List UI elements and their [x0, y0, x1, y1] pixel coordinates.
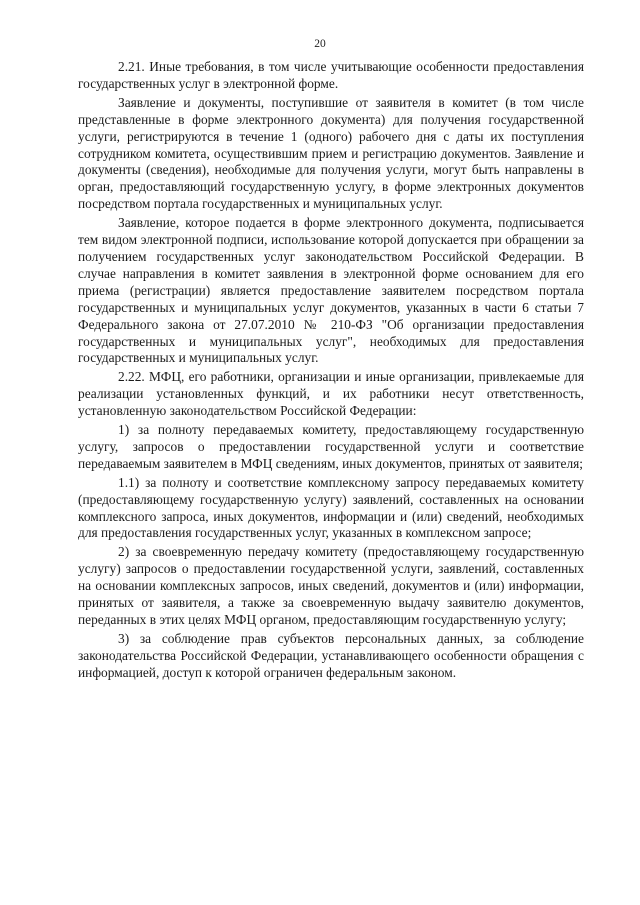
- list-item-3: 3) за соблюдение прав субъектов персональных данных, за соблюдение законодательства Российской Федерации, устанавливающего особенности обращения с информацией, доступ к которой ограничен федеральным законом.: [78, 630, 584, 680]
- paragraph-2-22: 2.22. МФЦ, его работники, организации и иные организации, привлекаемые для реализации установленных функций, и их работники несут ответственность, установленную законодательством Российской Федерации:: [78, 369, 584, 419]
- list-item-1-1: 1.1) за полноту и соответствие комплексному запросу передаваемых комитету (предоставляющему государственную услугу) заявлений, составленных на основании комплексного запроса, иных документов, информации и (или) сведений, необходимых для предоставления государственных услуг, указанных в комплексном запросе;: [78, 474, 584, 541]
- page-number: 20: [314, 38, 326, 50]
- list-item-2: 2) за своевременную передачу комитету (предоставляющему государственную услугу) запросов о предоставлении государственной услуги, заявлений, составленных на основании комплексных запросов, иных сведений, документов и (или) информации, принятых от заявителя, а также за своевременную выдачу заявителю документов, переданных в этих целях МФЦ органом, предоставляющим государственную услугу;: [78, 544, 584, 627]
- paragraph-2-21: 2.21. Иные требования, в том числе учитывающие особенности предоставления государственных услуг в электронной форме.: [78, 59, 584, 91]
- paragraph-electronic-signature: Заявление, которое подается в форме электронного документа, подписывается тем видом электронной подписи, использование которой допускается при обращении за получением государственных услуг законодательством Российской Федерации. В случае направления в комитет заявления в электронной форме основанием для его приема (регистрации) является предоставление заявителем посредством портала государственных и муниципальных услуг документов, указанных в части 6 статьи 7 Федерального закона от 27.07.2010 № 210-ФЗ "Об организации предоставления государственных и муниципальных услуг", необходимых для предоставления государственных и муниципальных услуг.: [78, 215, 584, 366]
- document-body: [78, 59, 584, 684]
- paragraph-registration: Заявление и документы, поступившие от заявителя в комитет (в том числе представленные в форме электронного документа) для получения государственной услуги, регистрируются в течение 1 (одного) рабочего дня с даты их поступления сотрудником комитета, осуществившим прием и регистрацию документов. Заявление и документы (сведения), необходимые для получения услуги, могут быть направлены в орган, предоставляющий государственную услугу, в форме электронных документов посредством портала государственных и муниципальных услуг.: [78, 94, 584, 212]
- list-item-1: 1) за полноту передаваемых комитету, предоставляющему государственную услугу, запросов о предоставлении государственной услуги и соответствие передаваемым заявителем в МФЦ сведениям, иных документов, принятых от заявителя;: [78, 422, 584, 471]
